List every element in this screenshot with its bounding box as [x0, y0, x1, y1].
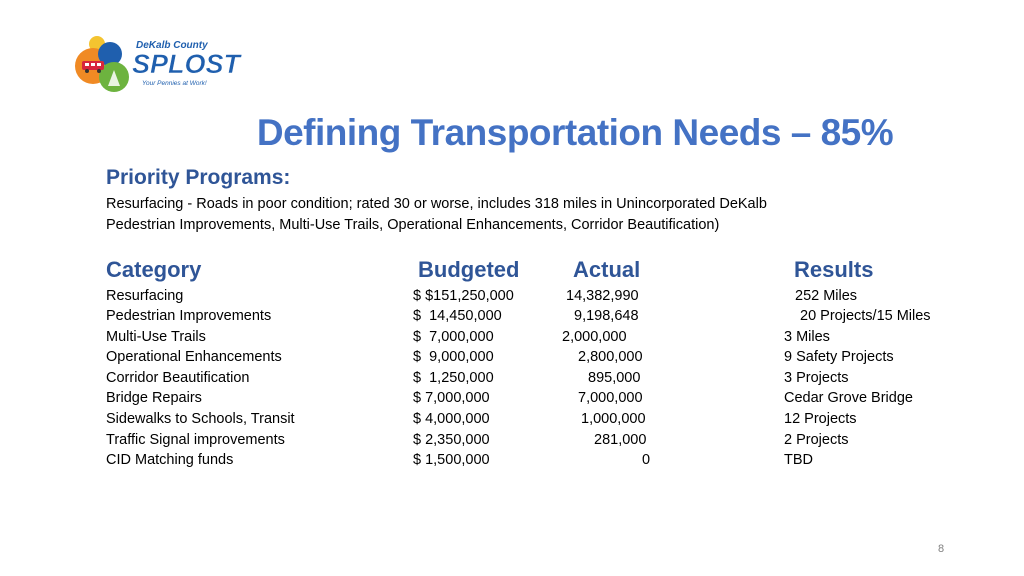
row-3-actual: 2,000,000: [562, 329, 627, 345]
row-4-category: Operational Enhancements: [106, 349, 282, 365]
row-7-category: Sidewalks to Schools, Transit: [106, 411, 295, 427]
row-5-results: 3 Projects: [784, 370, 849, 386]
row-1-category: Resurfacing: [106, 288, 184, 304]
row-2-results: 20 Projects/15 Miles: [800, 308, 931, 324]
splost-logo: [74, 34, 246, 94]
row-1-budgeted: $ $151,250,000: [413, 288, 514, 304]
row-5-budgeted: $ 1,250,000: [413, 370, 494, 386]
row-6-actual: 7,000,000: [578, 390, 643, 406]
row-6-budgeted: $ 7,000,000: [413, 390, 490, 406]
row-3-category: Multi-Use Trails: [106, 329, 206, 345]
row-4-actual: 2,800,000: [578, 349, 643, 365]
row-5-actual: 895,000: [588, 370, 641, 386]
priority-programs-heading: Priority Programs:: [106, 166, 291, 189]
row-6-results: Cedar Grove Bridge: [784, 390, 913, 406]
row-2-budgeted: $ 14,450,000: [413, 308, 502, 324]
actual-header: Actual: [573, 257, 641, 282]
row-4-budgeted: $ 9,000,000: [413, 349, 494, 365]
row-9-results: TBD: [784, 452, 813, 468]
row-5-category: Corridor Beautification: [106, 370, 250, 386]
row-9-actual: 0: [642, 452, 651, 468]
row-3-results: 3 Miles: [784, 329, 830, 345]
row-8-budgeted: $ 2,350,000: [413, 432, 490, 448]
row-7-actual: 1,000,000: [581, 411, 646, 427]
page-number: 8: [938, 543, 945, 555]
category-header: Category: [106, 257, 202, 282]
row-8-actual: 281,000: [594, 432, 647, 448]
description-line-1: Resurfacing - Roads in poor condition; rated 30 or worse, includes 318 miles in Unincorporated DeKalb: [106, 196, 767, 212]
row-8-category: Traffic Signal improvements: [106, 432, 285, 448]
row-8-results: 2 Projects: [784, 432, 849, 448]
splost-logo-graphic: [74, 34, 246, 94]
row-7-budgeted: $ 4,000,000: [413, 411, 490, 427]
row-1-results: 252 Miles: [795, 288, 858, 304]
slide-title: Defining Transportation Needs – 85%: [256, 112, 894, 153]
results-header: Results: [794, 257, 874, 282]
row-6-category: Bridge Repairs: [106, 390, 202, 406]
row-2-actual: 9,198,648: [574, 308, 639, 324]
budgeted-header: Budgeted: [418, 257, 520, 282]
logo-brand-text: SPLOST: [132, 49, 241, 79]
row-9-category: CID Matching funds: [106, 452, 234, 468]
row-7-results: 12 Projects: [784, 411, 857, 427]
row-2-category: Pedestrian Improvements: [106, 308, 272, 324]
description-line-2: Pedestrian Improvements, Multi-Use Trails, Operational Enhancements, Corridor Beautification): [106, 217, 720, 233]
logo-tagline-text: Your Pennies at Work!: [142, 80, 207, 87]
row-1-actual: 14,382,990: [566, 288, 639, 304]
row-3-budgeted: $ 7,000,000: [413, 329, 494, 345]
row-4-results: 9 Safety Projects: [784, 349, 894, 365]
row-9-budgeted: $ 1,500,000: [413, 452, 490, 468]
logo-county-text: DeKalb County: [136, 40, 208, 51]
